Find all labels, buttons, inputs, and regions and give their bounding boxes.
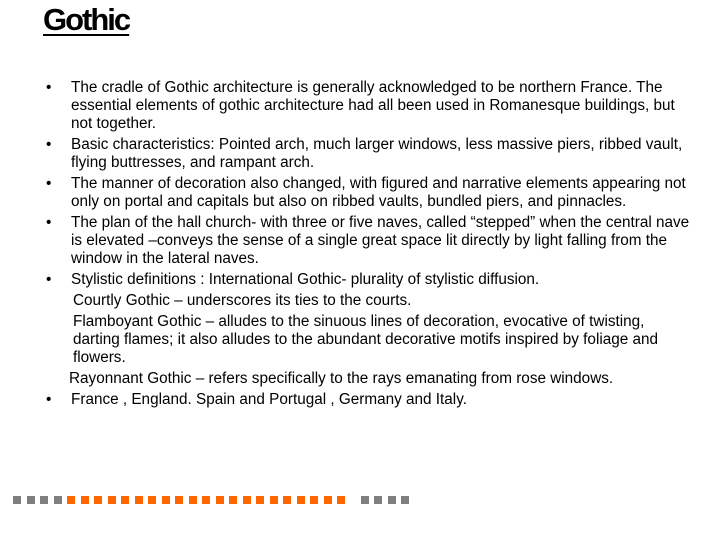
gray-square (401, 496, 409, 504)
sub-item-text: Rayonnant Gothic – refers specifically to the rays emanating from rose windows. (69, 370, 614, 387)
orange-square (229, 496, 237, 504)
orange-square (202, 496, 210, 504)
bullet-marker: • (46, 391, 52, 408)
orange-square (81, 496, 89, 504)
orange-square (175, 496, 183, 504)
bullet-item-hall-church (43, 214, 693, 268)
bullet-text: France , England. Spain and Portugal , Germany and Italy. (71, 391, 467, 408)
orange-square (243, 496, 251, 504)
orange-square (108, 496, 116, 504)
bullet-item-stylistic-definitions (43, 271, 693, 289)
orange-square (162, 496, 170, 504)
orange-square (310, 496, 318, 504)
gray-square (27, 496, 35, 504)
bullet-item-cradle (43, 79, 693, 133)
bullet-text: Stylistic definitions : International Gothic- plurality of stylistic diffusion. (71, 271, 540, 288)
sub-item-text: Flamboyant Gothic – alludes to the sinuous lines of decoration, evocative of twisting, darting flames; it also alludes to the abundant decorative motifs inspired by foliage and flowers. (73, 313, 659, 366)
bullet-marker: • (46, 79, 52, 96)
slide-title: Gothic (43, 2, 130, 37)
orange-square (256, 496, 264, 504)
gray-square (13, 496, 21, 504)
slide-body (43, 79, 693, 409)
decorative-square-strip (13, 496, 713, 504)
sub-item-flamboyant-gothic (43, 313, 693, 367)
orange-square (121, 496, 129, 504)
orange-square (67, 496, 75, 504)
bullet-marker: • (46, 271, 52, 288)
sub-item-courtly-gothic (43, 292, 693, 310)
orange-square (94, 496, 102, 504)
orange-square (283, 496, 291, 504)
bullet-item-decoration (43, 175, 693, 211)
orange-square (216, 496, 224, 504)
gray-square (40, 496, 48, 504)
orange-square (189, 496, 197, 504)
orange-square (135, 496, 143, 504)
gray-square (388, 496, 396, 504)
bullet-text: The manner of decoration also changed, with figured and narrative elements appearing not only on portal and capitals but also on ribbed vaults, bundled piers, and pinnacles. (71, 175, 686, 210)
bullet-marker: • (46, 175, 52, 192)
orange-square (270, 496, 278, 504)
orange-square (337, 496, 345, 504)
orange-square (148, 496, 156, 504)
gray-square (374, 496, 382, 504)
bullet-marker: • (46, 214, 52, 231)
orange-square (324, 496, 332, 504)
bullet-text: Basic characteristics: Pointed arch, much larger windows, less massive piers, ribbed vault, flying buttresses, and rampant arch. (71, 136, 683, 171)
bullet-marker: • (46, 136, 52, 153)
sub-item-text: Courtly Gothic – underscores its ties to the courts. (73, 292, 412, 309)
bullet-text: The plan of the hall church- with three or five naves, called “stepped” when the central nave is elevated –conveys the sense of a single great space lit directly by light falling from the window in the lateral naves. (71, 214, 690, 267)
orange-square (297, 496, 305, 504)
gray-square (361, 496, 369, 504)
bullet-item-characteristics (43, 136, 693, 172)
sub-item-rayonnant-gothic (43, 370, 693, 388)
bullet-item-countries (43, 391, 693, 409)
bullet-text: The cradle of Gothic architecture is generally acknowledged to be northern France. The essential elements of gothic architecture had all been used in Romanesque buildings, but not together. (71, 79, 675, 132)
gray-square (54, 496, 62, 504)
